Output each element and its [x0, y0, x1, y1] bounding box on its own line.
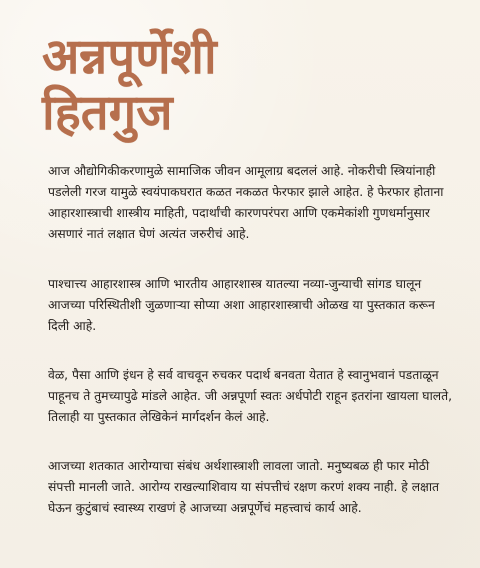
title-line-1: अन्नपूर्णेशी [42, 27, 217, 85]
title-line-2: हितगुज [42, 83, 173, 141]
description-paragraph-3: वेळ, पैसा आणि इंधन हे सर्व वाचवून रुचकर पदार्थ बनवता येतात हे स्वानुभवानं पडताळून पाहूनच ते तुमच्यापुढे मांडले आहेत. जी अन्नपूर्णा स्वतः अर्धपोटी राहून इतरांना खायला घालते, तिलाही या पुस्तकात लेखिकेनं मार्गदर्शन केलं आहे. [48, 368, 453, 424]
description-text-block [48, 161, 454, 519]
cover-title [42, 27, 382, 141]
description-paragraph-1: आज औद्योगिकीकरणामुळे सामाजिक जीवन आमूलाग्र बदललं आहे. नोकरीची स्त्रियांनाही पडलेली गरज यामुळे स्वयंपाकघरात कळत नकळत फेरफार झाले आहेत. हे फेरफार होताना आहारशास्त्राची शास्त्रीय माहिती, पदार्थांची कारणपरंपरा आणि एकमेकांशी गुणधर्मानुसार असणारं नातं लक्षात घेणं अत्यंत जरुरीचं आहे. [48, 164, 444, 241]
description-paragraph-4: आजच्या शतकात आरोग्याचा संबंध अर्थशास्त्राशी लावला जातो. मनुष्यबळ ही फार मोठी संपत्ती मानली जाते. आरोग्य राखल्याशिवाय या संपत्तीचं रक्षण करणं शक्य नाही. हे लक्षात घेऊन कुटुंबाचं स्वास्थ्य राखणं हे आजच्या अन्नपूर्णेचं महत्त्वाचं कार्य आहे. [48, 459, 440, 515]
description-paragraph-2: पाश्चात्त्य आहारशास्त्र आणि भारतीय आहारशास्त्र यातल्या नव्या-जुन्याची सांगड घालून आजच्या परिस्थितीशी जुळणाऱ्या सोप्या अशा आहारशास्त्राची ओळख या पुस्तकात करून दिली आहे. [48, 277, 435, 333]
